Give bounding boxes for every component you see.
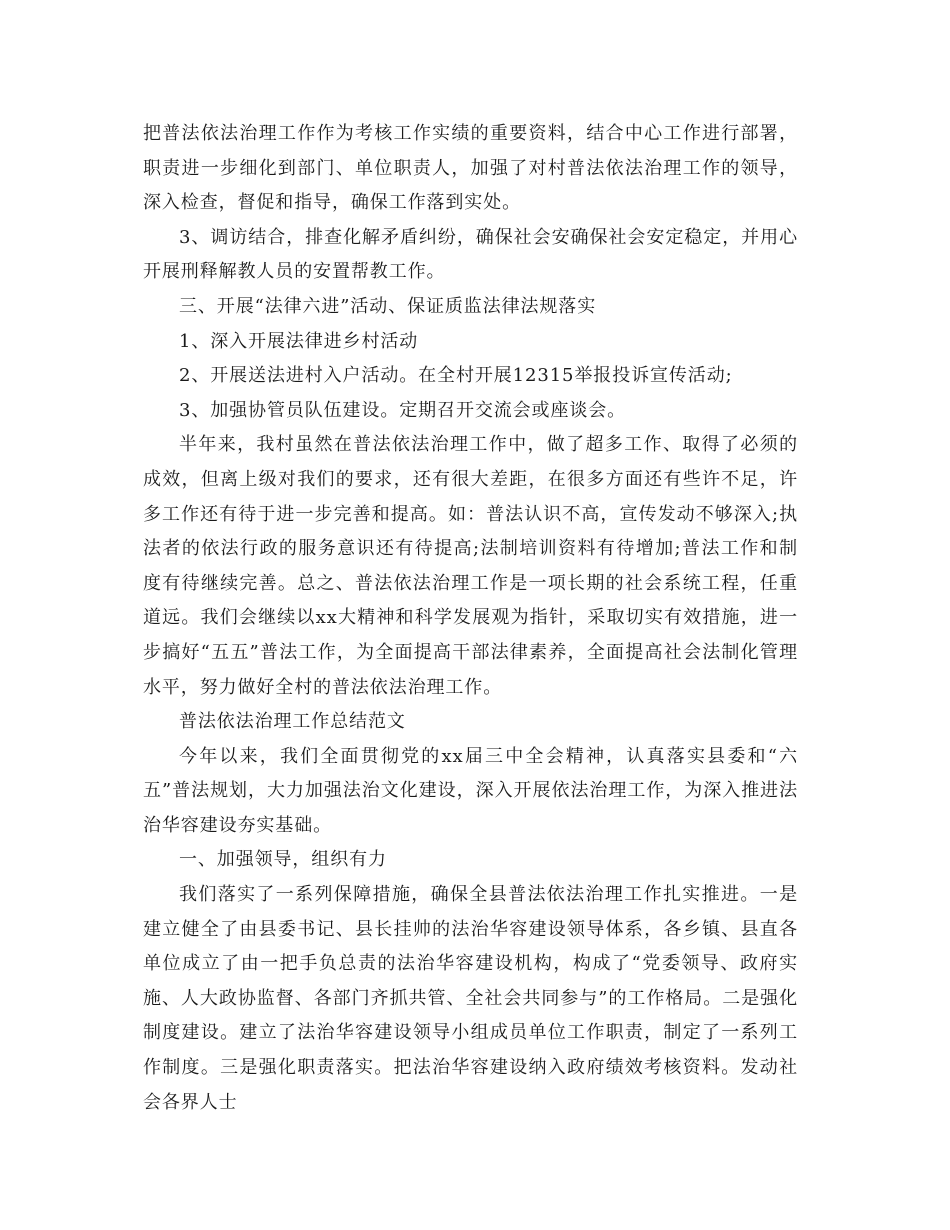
paragraph: 把普法依法治理工作作为考核工作实绩的重要资料，结合中心工作进行部署，职责进一步细化到部门、单位职责人，加强了对村普法依法治理工作的领导，深入检查，督促和指导，确保工作落到实处。 <box>143 123 798 214</box>
list-item: 3、加强协管员队伍建设。定期召开交流会或座谈会。 <box>179 399 627 421</box>
list-item: 2、开展送法进村入户活动。在全村开展12315举报投诉宣传活动; <box>179 365 733 387</box>
section-heading: 一、加强领导，组织有力 <box>179 849 387 871</box>
paragraph: 我们落实了一系列保障措施，确保全县普法依法治理工作扎实推进。一是建立健全了由县委书记、县长挂帅的法治华容建设领导体系，各乡镇、县直各单位成立了由一把手负总责的法治华容建设机构，构成了“党委领导、政府实施、人大政协监督、各部门齐抓共管、全社会共同参与”的工作格局。二是强化制度建设。建立了法治华容建设领导小组成员单位工作职责，制定了一系列工作制度。三是强化职责落实。把法治华容建设纳入政府绩效考核资料。发动社会各界人士 <box>143 884 798 1113</box>
paragraph: 3、调访结合，排查化解矛盾纠纷，确保社会安确保社会安定稳定，并用心开展刑释解教人员的安置帮教工作。 <box>143 226 798 283</box>
section-heading: 三、开展“法律六进”活动、保证质监法律法规落实 <box>179 295 597 317</box>
list-item: 1、深入开展法律进乡村活动 <box>179 330 419 352</box>
document-title: 普法依法治理工作总结范文 <box>179 711 406 733</box>
paragraph: 半年来，我村虽然在普法依法治理工作中，做了超多工作、取得了必须的成效，但离上级对我们的要求，还有很大差距，在很多方面还有些许不足，许多工作还有待于进一步完善和提高。如：普法认识不高，宣传发动不够深入;执法者的依法行政的服务意识还有待提高;法制培训资料有待增加;普法工作和制度有待继续完善。总之、普法依法治理工作是一项长期的社会系统工程，任重道远。我们会继续以xx大精神和科学发展观为指针，采取切实有效措施，进一步搞好“五五”普法工作，为全面提高干部法律素养，全面提高社会法制化管理水平，努力做好全村的普法依法治理工作。 <box>143 434 798 698</box>
document-body <box>143 117 798 1120</box>
paragraph: 今年以来，我们全面贯彻党的xx届三中全会精神，认真落实县委和“六五”普法规划，大力加强法治文化建设，深入开展依法治理工作，为深入推进法治华容建设夯实基础。 <box>143 745 798 836</box>
